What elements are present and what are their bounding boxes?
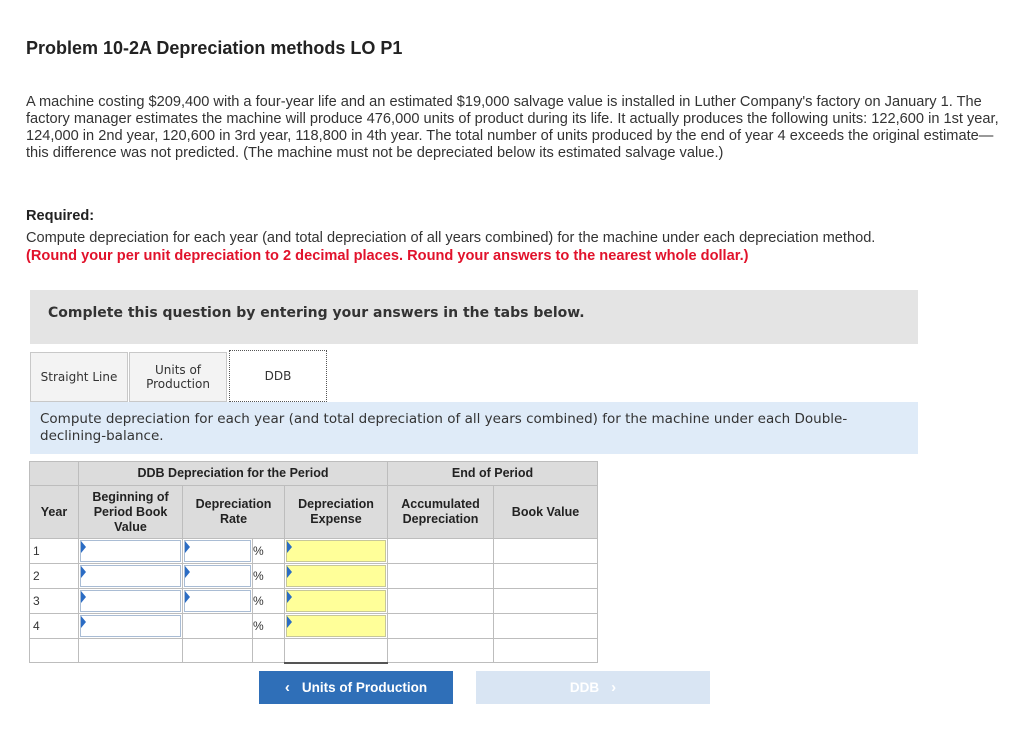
ddb-depreciation-table <box>29 461 598 664</box>
book-value-cell <box>494 539 598 564</box>
accumulated-depreciation-cell <box>388 564 494 589</box>
table-total-row <box>30 639 598 663</box>
beginning-book-value-input[interactable] <box>80 590 181 612</box>
total-blank-cell <box>253 639 285 663</box>
percent-sign: % <box>253 589 285 614</box>
table-row <box>30 589 598 614</box>
book-value-cell <box>494 614 598 639</box>
total-blank-cell <box>388 639 494 663</box>
depreciation-expense-header: Depreciation Expense <box>285 486 388 539</box>
total-depreciation-cell <box>285 639 388 663</box>
problem-description: A machine costing $209,400 with a four-year life and an estimated $19,000 salvage value is installed in Luther Company's factory on January 1. The factory manager estimates the machine will produce 476,000 units of product during its life. It actually produces the following units: 122,600 in 1st year, 124,000 in 2nd year, 120,600 in 3rd year, 118,800 in 4th year. The total number of units produced by the end of year 4 exceeds the original estimate—this difference was not predicted. (The machine must not be depreciated below its estimated salvage value.) <box>26 94 999 161</box>
percent-sign: % <box>253 564 285 589</box>
question-panel <box>30 290 918 344</box>
tab-straight-line-label: Straight Line <box>40 370 118 384</box>
beginning-book-value-input[interactable] <box>80 565 181 587</box>
chevron-left-icon: ‹ <box>284 679 290 696</box>
beginning-book-value-header: Beginning of Period Book Value <box>79 486 183 539</box>
tab-units-of-production-label: Units of Production <box>146 363 210 391</box>
depreciation-rate-cell <box>183 614 253 639</box>
year-cell: 3 <box>30 589 79 614</box>
total-blank-cell <box>494 639 598 663</box>
tab-straight-line[interactable] <box>30 352 128 402</box>
total-blank-cell <box>183 639 253 663</box>
accumulated-depreciation-header: Accumulated Depreciation <box>388 486 494 539</box>
tab-instruction: Compute depreciation for each year (and total depreciation of all years combined) for the machine under each Double-declining-balance. <box>30 402 918 454</box>
depreciation-rate-input[interactable] <box>184 540 251 562</box>
required-text: Compute depreciation for each year (and total depreciation of all years combined) for the machine under each depreciation method. <box>26 230 876 246</box>
accumulated-depreciation-cell <box>388 614 494 639</box>
book-value-header: Book Value <box>494 486 598 539</box>
tab-ddb[interactable] <box>229 350 327 402</box>
accumulated-depreciation-cell <box>388 539 494 564</box>
prev-tab-button[interactable] <box>259 671 453 704</box>
year-header: Year <box>30 486 79 539</box>
total-year-cell <box>30 639 79 663</box>
beginning-book-value-input[interactable] <box>80 540 181 562</box>
depreciation-expense-input[interactable] <box>286 565 386 587</box>
problem-title: Problem 10-2A Depreciation methods LO P1 <box>26 38 403 58</box>
percent-sign: % <box>253 539 285 564</box>
book-value-cell <box>494 564 598 589</box>
tab-ddb-label: DDB <box>264 369 292 383</box>
total-blank-cell <box>79 639 183 663</box>
depreciation-expense-input[interactable] <box>286 615 386 637</box>
next-tab-button <box>476 671 710 704</box>
accumulated-depreciation-cell <box>388 589 494 614</box>
year-cell: 1 <box>30 539 79 564</box>
required-label: Required: <box>26 208 95 224</box>
panel-instructions: Complete this question by entering your answers in the tabs below. <box>48 305 585 321</box>
book-value-cell <box>494 589 598 614</box>
depreciation-expense-input[interactable] <box>286 540 386 562</box>
end-of-period-header: End of Period <box>388 462 598 486</box>
year-cell: 4 <box>30 614 79 639</box>
header-blank <box>30 462 79 486</box>
year-cell: 2 <box>30 564 79 589</box>
depreciation-rate-input[interactable] <box>184 565 251 587</box>
depreciation-rate-header: Depreciation Rate <box>183 486 285 539</box>
tab-units-of-production[interactable] <box>129 352 227 402</box>
prev-tab-label: Units of Production <box>301 680 428 695</box>
next-tab-label: DDB <box>569 680 600 695</box>
depreciation-rate-input[interactable] <box>184 590 251 612</box>
percent-sign: % <box>253 614 285 639</box>
ddb-period-header: DDB Depreciation for the Period <box>79 462 388 486</box>
depreciation-expense-input[interactable] <box>286 590 386 612</box>
table-row <box>30 539 598 564</box>
table-row <box>30 614 598 639</box>
beginning-book-value-input[interactable] <box>80 615 181 637</box>
rounding-instructions: (Round your per unit depreciation to 2 decimal places. Round your answers to the nearest whole dollar.) <box>26 248 749 264</box>
chevron-right-icon: › <box>611 679 617 696</box>
table-row <box>30 564 598 589</box>
